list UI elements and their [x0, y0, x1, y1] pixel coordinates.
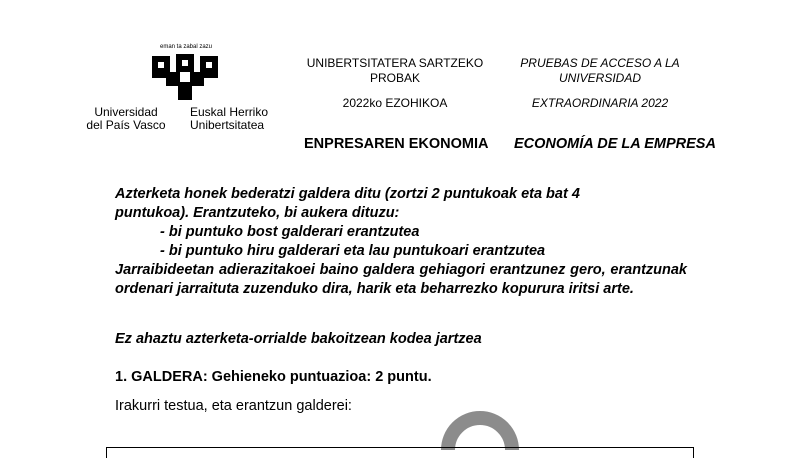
header-es-session: EXTRAORDINARIA 2022 — [531, 96, 669, 110]
tree-emblem-icon — [150, 52, 220, 102]
logo-name-eu-line1: Euskal Herriko — [190, 105, 269, 119]
decorative-arc-icon — [440, 404, 520, 450]
subject-eu: ENPRESAREN EKONOMIA — [304, 136, 489, 152]
instructions-intro-line1: Azterketa honek bederatzi galdera ditu (zortzi 2 puntukoak eta bat 4 — [115, 186, 580, 202]
logo-name-es-line2: del País Vasco — [86, 118, 166, 132]
instructions-intro-line2: puntukoa). Erantzuteko, bi aukera dituzu: — [115, 205, 400, 221]
header-es-line1: PRUEBAS DE ACCESO A LA — [520, 56, 680, 70]
subject-es: ECONOMÍA DE LA EMPRESA — [514, 136, 716, 152]
header-eu-title — [300, 56, 490, 86]
instructions — [115, 185, 687, 299]
instructions-option-2: - bi puntuko hiru galderari eta lau puntukoari erantzutea — [160, 243, 546, 259]
logo-name-es — [80, 106, 172, 132]
header-eu-line1: UNIBERTSITATERA SARTZEKO — [306, 56, 484, 70]
logo-motto: eman ta zabal zazu — [159, 44, 213, 50]
question-1-prompt: Irakurri testua, eta erantzun galderei: — [115, 398, 352, 414]
instructions-option-1: - bi puntuko bost galderari erantzutea — [160, 224, 420, 240]
header-es-title — [505, 56, 695, 86]
logo-name-es-line1: Universidad — [94, 105, 158, 119]
text-box-frame — [106, 447, 694, 458]
instructions-note: Jarraibideetan adierazitakoei baino galdera gehiagori erantzunez gero, erantzunak ordenari jarraituta zuzenduko dira, harik eta beharrezko kopurura iritsi arte. — [115, 262, 687, 297]
header-es-line2: UNIVERSIDAD — [558, 71, 641, 85]
header-eu-line2: PROBAK — [369, 71, 420, 85]
question-1-title: 1. GALDERA: Gehieneko puntuazioa: 2 puntu. — [115, 369, 432, 385]
university-logo — [80, 44, 280, 134]
logo-name-eu — [190, 106, 280, 132]
logo-name-eu-line2: Unibertsitatea — [190, 118, 265, 132]
code-reminder: Ez ahaztu azterketa-orrialde bakoitzean kodea jartzea — [115, 331, 482, 347]
header-eu-session: 2022ko EZOHIKOA — [342, 96, 448, 110]
